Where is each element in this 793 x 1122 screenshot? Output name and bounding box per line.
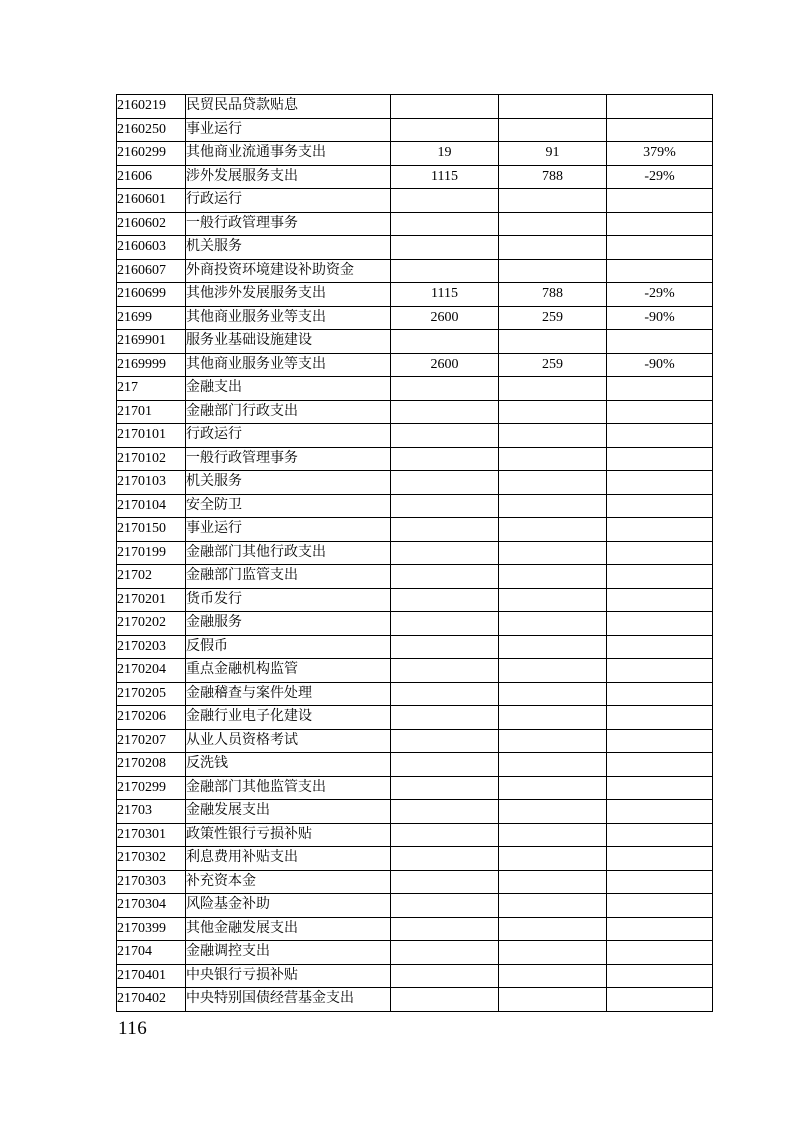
value1-cell: 19: [391, 142, 499, 166]
value1-cell: [391, 988, 499, 1012]
table-row: [117, 400, 713, 424]
percent-cell: [607, 259, 713, 283]
name-cell: 其他商业服务业等支出: [186, 353, 391, 377]
value2-cell: [499, 118, 607, 142]
table-row: [117, 729, 713, 753]
code-cell: 2170303: [117, 870, 186, 894]
table-row: [117, 823, 713, 847]
value2-cell: [499, 964, 607, 988]
name-cell: 风险基金补助: [186, 894, 391, 918]
value2-cell: 788: [499, 165, 607, 189]
name-cell: 金融行业电子化建设: [186, 706, 391, 730]
name-cell: 金融发展支出: [186, 800, 391, 824]
name-cell: 机关服务: [186, 471, 391, 495]
value1-cell: [391, 447, 499, 471]
value1-cell: [391, 753, 499, 777]
name-cell: 外商投资环境建设补助资金: [186, 259, 391, 283]
value2-cell: [499, 330, 607, 354]
code-cell: 2170150: [117, 518, 186, 542]
value1-cell: [391, 894, 499, 918]
page-number: 116: [118, 1018, 148, 1039]
percent-cell: [607, 424, 713, 448]
code-cell: 21702: [117, 565, 186, 589]
name-cell: 服务业基础设施建设: [186, 330, 391, 354]
table-row: [117, 259, 713, 283]
percent-cell: [607, 118, 713, 142]
value2-cell: 788: [499, 283, 607, 307]
code-cell: 2170201: [117, 588, 186, 612]
percent-cell: [607, 518, 713, 542]
value2-cell: [499, 988, 607, 1012]
value2-cell: [499, 377, 607, 401]
value2-cell: [499, 612, 607, 636]
value1-cell: [391, 95, 499, 119]
percent-cell: [607, 95, 713, 119]
value2-cell: [499, 941, 607, 965]
table-row: [117, 894, 713, 918]
name-cell: 一般行政管理事务: [186, 212, 391, 236]
name-cell: 其他商业服务业等支出: [186, 306, 391, 330]
name-cell: 政策性银行亏损补贴: [186, 823, 391, 847]
code-cell: 2170204: [117, 659, 186, 683]
value1-cell: [391, 212, 499, 236]
percent-cell: [607, 917, 713, 941]
percent-cell: [607, 189, 713, 213]
value2-cell: [499, 753, 607, 777]
value2-cell: [499, 400, 607, 424]
value1-cell: 2600: [391, 306, 499, 330]
percent-cell: [607, 588, 713, 612]
value2-cell: 91: [499, 142, 607, 166]
percent-cell: [607, 894, 713, 918]
name-cell: 金融调控支出: [186, 941, 391, 965]
percent-cell: [607, 988, 713, 1012]
name-cell: 金融部门其他监管支出: [186, 776, 391, 800]
code-cell: 2170299: [117, 776, 186, 800]
code-cell: 2170302: [117, 847, 186, 871]
value1-cell: [391, 776, 499, 800]
code-cell: 2160603: [117, 236, 186, 260]
code-cell: 2160299: [117, 142, 186, 166]
name-cell: 金融支出: [186, 377, 391, 401]
percent-cell: [607, 870, 713, 894]
name-cell: 金融服务: [186, 612, 391, 636]
value1-cell: [391, 659, 499, 683]
name-cell: 补充资本金: [186, 870, 391, 894]
name-cell: 中央银行亏损补贴: [186, 964, 391, 988]
percent-cell: [607, 541, 713, 565]
value1-cell: [391, 400, 499, 424]
table-row: [117, 377, 713, 401]
percent-cell: [607, 659, 713, 683]
name-cell: 反假币: [186, 635, 391, 659]
value2-cell: [499, 823, 607, 847]
name-cell: 其他商业流通事务支出: [186, 142, 391, 166]
code-cell: 21606: [117, 165, 186, 189]
table-row: [117, 612, 713, 636]
table-row: [117, 635, 713, 659]
code-cell: 2170101: [117, 424, 186, 448]
code-cell: 2170207: [117, 729, 186, 753]
value1-cell: [391, 706, 499, 730]
value1-cell: [391, 612, 499, 636]
value2-cell: [499, 471, 607, 495]
code-cell: 2170199: [117, 541, 186, 565]
table-row: [117, 236, 713, 260]
name-cell: 民贸民品贷款贴息: [186, 95, 391, 119]
percent-cell: [607, 447, 713, 471]
code-cell: 2170205: [117, 682, 186, 706]
table-row: [117, 471, 713, 495]
percent-cell: [607, 471, 713, 495]
name-cell: 事业运行: [186, 518, 391, 542]
value1-cell: [391, 565, 499, 589]
value2-cell: [499, 95, 607, 119]
table-row: [117, 565, 713, 589]
value2-cell: [499, 518, 607, 542]
value2-cell: [499, 870, 607, 894]
table-row: [117, 283, 713, 307]
value2-cell: [499, 541, 607, 565]
table-row: [117, 330, 713, 354]
value2-cell: [499, 447, 607, 471]
percent-cell: [607, 776, 713, 800]
name-cell: 金融部门行政支出: [186, 400, 391, 424]
value2-cell: [499, 917, 607, 941]
percent-cell: -29%: [607, 165, 713, 189]
code-cell: 2170401: [117, 964, 186, 988]
table-row: [117, 776, 713, 800]
table-row: [117, 541, 713, 565]
value2-cell: [499, 494, 607, 518]
code-cell: 2170402: [117, 988, 186, 1012]
value1-cell: [391, 941, 499, 965]
code-cell: 217: [117, 377, 186, 401]
value2-cell: [499, 776, 607, 800]
value2-cell: [499, 729, 607, 753]
percent-cell: [607, 377, 713, 401]
percent-cell: [607, 823, 713, 847]
value2-cell: [499, 565, 607, 589]
value1-cell: [391, 330, 499, 354]
value2-cell: [499, 635, 607, 659]
value2-cell: 259: [499, 306, 607, 330]
table-row: [117, 118, 713, 142]
code-cell: 2160601: [117, 189, 186, 213]
value1-cell: [391, 518, 499, 542]
table-row: [117, 306, 713, 330]
percent-cell: [607, 212, 713, 236]
code-cell: 21703: [117, 800, 186, 824]
percent-cell: -90%: [607, 353, 713, 377]
code-cell: 2160699: [117, 283, 186, 307]
value2-cell: [499, 259, 607, 283]
code-cell: 21699: [117, 306, 186, 330]
code-cell: 2160607: [117, 259, 186, 283]
name-cell: 金融部门监管支出: [186, 565, 391, 589]
table-row: [117, 917, 713, 941]
percent-cell: [607, 706, 713, 730]
table-row: [117, 988, 713, 1012]
value1-cell: [391, 494, 499, 518]
name-cell: 从业人员资格考试: [186, 729, 391, 753]
value2-cell: 259: [499, 353, 607, 377]
value1-cell: 2600: [391, 353, 499, 377]
table-row: [117, 870, 713, 894]
budget-table-body: [117, 95, 713, 1012]
name-cell: 机关服务: [186, 236, 391, 260]
code-cell: 2170103: [117, 471, 186, 495]
table-row: [117, 165, 713, 189]
table-row: [117, 659, 713, 683]
name-cell: 其他涉外发展服务支出: [186, 283, 391, 307]
table-row: [117, 964, 713, 988]
code-cell: 21701: [117, 400, 186, 424]
table-row: [117, 494, 713, 518]
table-row: [117, 753, 713, 777]
name-cell: 涉外发展服务支出: [186, 165, 391, 189]
code-cell: 2160602: [117, 212, 186, 236]
name-cell: 其他金融发展支出: [186, 917, 391, 941]
table-row: [117, 189, 713, 213]
code-cell: 2160219: [117, 95, 186, 119]
budget-table: [116, 94, 713, 1012]
name-cell: 重点金融机构监管: [186, 659, 391, 683]
name-cell: 行政运行: [186, 424, 391, 448]
value1-cell: [391, 259, 499, 283]
value2-cell: [499, 189, 607, 213]
value1-cell: 1115: [391, 283, 499, 307]
value1-cell: [391, 588, 499, 612]
value1-cell: [391, 800, 499, 824]
name-cell: 反洗钱: [186, 753, 391, 777]
value2-cell: [499, 236, 607, 260]
table-row: [117, 941, 713, 965]
value1-cell: [391, 917, 499, 941]
name-cell: 一般行政管理事务: [186, 447, 391, 471]
value2-cell: [499, 212, 607, 236]
code-cell: 2170202: [117, 612, 186, 636]
table-row: [117, 142, 713, 166]
percent-cell: [607, 729, 713, 753]
percent-cell: 379%: [607, 142, 713, 166]
table-row: [117, 353, 713, 377]
code-cell: 2170102: [117, 447, 186, 471]
name-cell: 安全防卫: [186, 494, 391, 518]
name-cell: 货币发行: [186, 588, 391, 612]
table-row: [117, 847, 713, 871]
code-cell: 21704: [117, 941, 186, 965]
value2-cell: [499, 847, 607, 871]
table-row: [117, 212, 713, 236]
value2-cell: [499, 682, 607, 706]
percent-cell: [607, 753, 713, 777]
code-cell: 2170206: [117, 706, 186, 730]
value2-cell: [499, 659, 607, 683]
value1-cell: [391, 471, 499, 495]
percent-cell: [607, 330, 713, 354]
percent-cell: [607, 236, 713, 260]
value1-cell: [391, 424, 499, 448]
name-cell: 事业运行: [186, 118, 391, 142]
value1-cell: [391, 377, 499, 401]
value2-cell: [499, 706, 607, 730]
code-cell: 2170104: [117, 494, 186, 518]
value1-cell: [391, 189, 499, 213]
value2-cell: [499, 800, 607, 824]
percent-cell: [607, 941, 713, 965]
value1-cell: [391, 541, 499, 565]
name-cell: 金融部门其他行政支出: [186, 541, 391, 565]
table-row: [117, 800, 713, 824]
value1-cell: [391, 682, 499, 706]
percent-cell: [607, 682, 713, 706]
table-row: [117, 518, 713, 542]
value2-cell: [499, 894, 607, 918]
name-cell: 金融稽查与案件处理: [186, 682, 391, 706]
name-cell: 中央特别国债经营基金支出: [186, 988, 391, 1012]
percent-cell: [607, 612, 713, 636]
code-cell: 2170304: [117, 894, 186, 918]
code-cell: 2160250: [117, 118, 186, 142]
percent-cell: [607, 400, 713, 424]
percent-cell: -29%: [607, 283, 713, 307]
code-cell: 2170203: [117, 635, 186, 659]
percent-cell: -90%: [607, 306, 713, 330]
code-cell: 2170208: [117, 753, 186, 777]
value1-cell: [391, 964, 499, 988]
table-row: [117, 447, 713, 471]
code-cell: 2169901: [117, 330, 186, 354]
code-cell: 2170301: [117, 823, 186, 847]
code-cell: 2170399: [117, 917, 186, 941]
table-row: [117, 682, 713, 706]
value2-cell: [499, 424, 607, 448]
percent-cell: [607, 964, 713, 988]
percent-cell: [607, 847, 713, 871]
value1-cell: [391, 729, 499, 753]
value1-cell: [391, 823, 499, 847]
value1-cell: 1115: [391, 165, 499, 189]
table-row: [117, 706, 713, 730]
value1-cell: [391, 847, 499, 871]
value1-cell: [391, 870, 499, 894]
value1-cell: [391, 635, 499, 659]
table-row: [117, 588, 713, 612]
percent-cell: [607, 635, 713, 659]
code-cell: 2169999: [117, 353, 186, 377]
table-row: [117, 95, 713, 119]
value2-cell: [499, 588, 607, 612]
name-cell: 行政运行: [186, 189, 391, 213]
value1-cell: [391, 118, 499, 142]
table-row: [117, 424, 713, 448]
percent-cell: [607, 800, 713, 824]
percent-cell: [607, 565, 713, 589]
value1-cell: [391, 236, 499, 260]
percent-cell: [607, 494, 713, 518]
name-cell: 利息费用补贴支出: [186, 847, 391, 871]
